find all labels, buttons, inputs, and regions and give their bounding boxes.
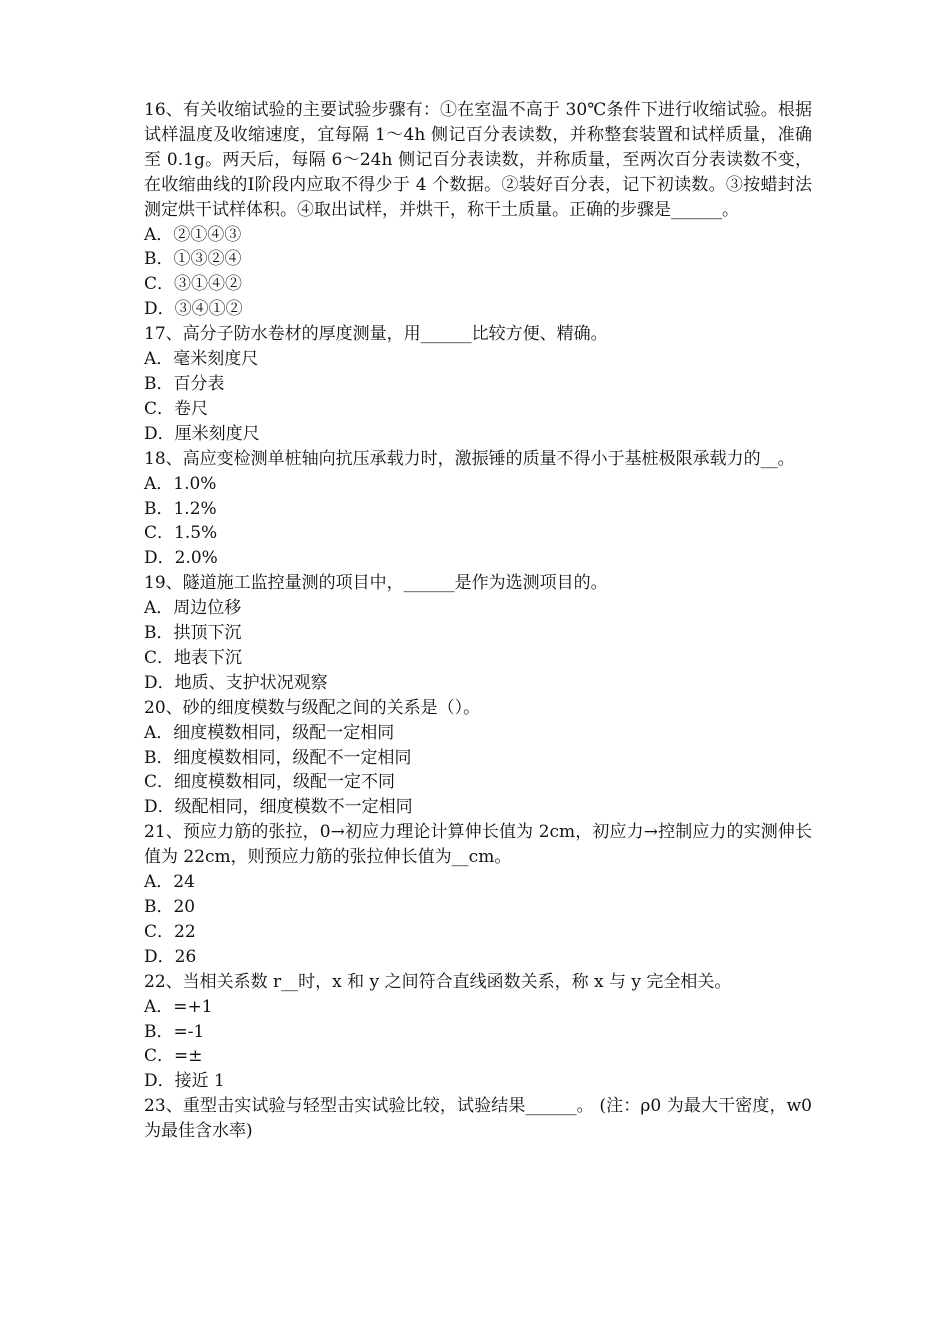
answer-option: A．1.0%	[144, 473, 217, 494]
question-stem: 17、高分子防水卷材的厚度测量，用______比较方便、精确。	[144, 324, 608, 345]
question-block	[144, 98, 812, 322]
answer-option: B．①③②④	[144, 249, 242, 270]
answer-options	[144, 870, 812, 970]
answer-options	[144, 223, 812, 323]
question-stem: 22、当相关系数 r__时，x 和 y 之间符合直线函数关系，称 x 与 y 完全相关。	[144, 971, 732, 992]
answer-option: D．③④①②	[144, 299, 243, 320]
answer-option: D．26	[144, 946, 197, 967]
question-block	[144, 696, 812, 821]
answer-option: A．毫米刻度尺	[144, 349, 259, 370]
answer-option: B．1.2%	[144, 498, 217, 519]
answer-option: B．20	[144, 897, 196, 917]
question-block	[144, 970, 812, 1095]
answer-option: B．拱顶下沉	[144, 623, 242, 644]
question-block	[144, 1094, 812, 1144]
answer-option: A．周边位移	[144, 598, 242, 619]
answer-option: D．级配相同，细度模数不一定相同	[144, 797, 413, 818]
question-list	[144, 98, 812, 1144]
question-stem: 23、重型击实试验与轻型击实试验比较，试验结果______。 (注：ρ0 为最大干密度，w0 为最佳含水率)	[144, 1096, 812, 1142]
question-stem: 18、高应变检测单桩轴向抗压承载力时，激振锤的质量不得小于基桩极限承载力的__。	[144, 448, 795, 469]
answer-option: D．地质、支护状况观察	[144, 672, 328, 693]
question-stem: 19、隧道施工监控量测的项目中，______是作为选测项目的。	[144, 573, 608, 594]
answer-option: A．=+1	[144, 996, 213, 1017]
answer-options	[144, 472, 812, 572]
answer-option: B．细度模数相同，级配不一定相同	[144, 747, 412, 768]
answer-option: C．=±	[144, 1046, 203, 1067]
answer-option: C．细度模数相同，级配一定不同	[144, 772, 396, 793]
answer-option: B．=-1	[144, 1021, 205, 1042]
answer-option: A．②①④③	[144, 224, 242, 245]
answer-option: B．百分表	[144, 373, 225, 394]
answer-option: C．1.5%	[144, 523, 218, 544]
answer-option: D．接近 1	[144, 1071, 225, 1092]
question-stem: 20、砂的细度模数与级配之间的关系是（）。	[144, 697, 481, 718]
answer-option: C．③①④②	[144, 274, 243, 295]
answer-options	[144, 721, 812, 821]
question-stem: 16、有关收缩试验的主要试验步骤有：①在室温不高于 30℃条件下进行收缩试验。根据试样温度及收缩速度，宜每隔 1～4h 侧记百分表读数，并称整套装置和试样质量，准确至 0.1g。两天后，每隔 6～24h 侧记百分表读数，并称质量，至两次百分表读数不变，在收缩曲线的Ⅰ阶段内应取不得少于 4 个数据。②装好百分表，记下初读数。③按蜡封法测定烘干试样体积。④取出试样，并烘干，称干土质量。正确的步骤是______。	[144, 100, 812, 220]
answer-option: C．22	[144, 921, 196, 942]
answer-option: D．2.0%	[144, 548, 218, 569]
answer-option: C．地表下沉	[144, 647, 243, 668]
answer-options	[144, 596, 812, 696]
answer-options	[144, 995, 812, 1095]
question-stem: 21、预应力筋的张拉，0→初应力理论计算伸长值为 2cm，初应力→控制应力的实测伸长值为 22cm，则预应力筋的张拉伸长值为__cm。	[144, 822, 812, 868]
answer-option: A．24	[144, 872, 195, 893]
answer-option: C．卷尺	[144, 398, 209, 419]
answer-option: D．厘米刻度尺	[144, 423, 260, 444]
question-block	[144, 820, 812, 969]
answer-option: A．细度模数相同，级配一定相同	[144, 722, 395, 743]
question-block	[144, 322, 812, 447]
question-block	[144, 447, 812, 572]
question-block	[144, 571, 812, 696]
answer-options	[144, 347, 812, 447]
